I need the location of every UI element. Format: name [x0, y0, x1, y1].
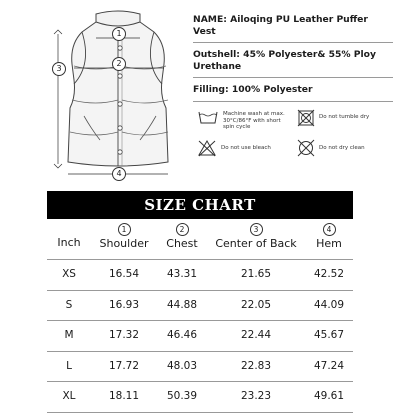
- size-cell: XS: [62, 268, 76, 280]
- header-shoulder-label: Shoulder: [99, 237, 149, 250]
- header-inch-label: Inch: [57, 236, 81, 249]
- size-chart-title: SIZE CHART: [47, 191, 353, 219]
- care-instructions: [193, 107, 393, 165]
- shoulder-cell: 16.93: [108, 298, 140, 311]
- header-shoulder-number: 1: [118, 223, 131, 236]
- chest-cell: 43.31: [166, 268, 198, 280]
- shoulder-cell: 17.32: [108, 329, 140, 341]
- table-row: [47, 382, 353, 413]
- shoulder-cell: 18.11: [108, 390, 140, 402]
- header-chest-number: 2: [176, 223, 189, 236]
- care-no-tumble-dry-text: Do not tumble dry: [319, 114, 370, 120]
- chest-cell: 44.88: [166, 298, 198, 311]
- center-back-cell: 22.05: [240, 298, 272, 311]
- header-center-back-label: Center of Back: [215, 237, 297, 250]
- care-no-dry-clean-text: Do not dry clean: [319, 145, 365, 151]
- marker-center-back: 3: [52, 62, 66, 76]
- name-value: Ailoqing PU Leather Puffer Vest: [193, 14, 368, 37]
- care-no-tumble-dry: [297, 109, 393, 131]
- table-row: [47, 291, 353, 322]
- hem-cell: 47.24: [313, 359, 345, 372]
- machine-wash-icon: [197, 109, 219, 125]
- outshell-label: Outshell:: [193, 49, 240, 60]
- center-back-cell: 21.65: [240, 268, 272, 280]
- size-chart-table: [47, 219, 353, 413]
- table-row: [47, 321, 353, 352]
- product-outshell: [193, 43, 393, 78]
- outshell-value: 45% Polyester& 55% Ploy Urethane: [193, 49, 376, 72]
- care-no-dry-clean: [297, 139, 393, 161]
- hem-cell: 45.67: [313, 329, 345, 341]
- filling-value: 100% Polyester: [231, 84, 313, 95]
- header-inch: [47, 219, 91, 259]
- marker-hem: 4: [112, 167, 126, 181]
- header-hem-label: Hem: [316, 237, 342, 250]
- product-filling: [193, 78, 393, 102]
- size-cell: M: [64, 329, 74, 341]
- hem-cell: 44.09: [313, 298, 345, 311]
- no-bleach-icon: [197, 139, 217, 157]
- center-back-cell: 22.44: [240, 329, 272, 341]
- care-machine-wash-text: Machine wash at max. 30°C/86°F with short spin cycle: [223, 111, 285, 130]
- product-info-section: [0, 0, 400, 185]
- product-name: [193, 8, 393, 43]
- chest-cell: 48.03: [166, 359, 198, 372]
- size-cell: XL: [62, 390, 76, 402]
- filling-label: Filling:: [193, 84, 229, 95]
- chest-cell: 50.39: [166, 390, 198, 402]
- header-hem-number: 4: [323, 223, 336, 236]
- hem-cell: 42.52: [313, 268, 345, 280]
- chest-cell: 46.46: [166, 329, 198, 341]
- care-no-bleach-text: Do not use bleach: [221, 145, 271, 151]
- care-machine-wash: [197, 109, 293, 135]
- vest-illustration: [30, 4, 190, 182]
- size-chart-header: [47, 219, 353, 260]
- marker-shoulder: 1: [112, 27, 126, 41]
- header-center-back-number: 3: [250, 223, 263, 236]
- care-no-bleach: [197, 139, 293, 161]
- table-row: [47, 260, 353, 291]
- no-tumble-dry-icon: [297, 109, 315, 127]
- header-chest-label: Chest: [166, 237, 198, 250]
- name-label: NAME:: [193, 14, 227, 25]
- hem-cell: 49.61: [313, 390, 345, 402]
- header-chest: [157, 219, 207, 259]
- header-center-back: [207, 219, 305, 259]
- shoulder-cell: 17.72: [108, 359, 140, 372]
- shoulder-cell: 16.54: [108, 268, 140, 280]
- vest-diagram: [30, 4, 190, 182]
- center-back-cell: 23.23: [240, 390, 272, 402]
- marker-chest: 2: [112, 57, 126, 71]
- table-row: [47, 352, 353, 383]
- size-cell: L: [66, 359, 72, 372]
- header-hem: [305, 219, 353, 259]
- product-details: [193, 8, 393, 102]
- center-back-cell: 22.83: [240, 359, 272, 372]
- no-dry-clean-icon: [297, 139, 315, 157]
- header-shoulder: [91, 219, 157, 259]
- size-cell: S: [65, 298, 73, 311]
